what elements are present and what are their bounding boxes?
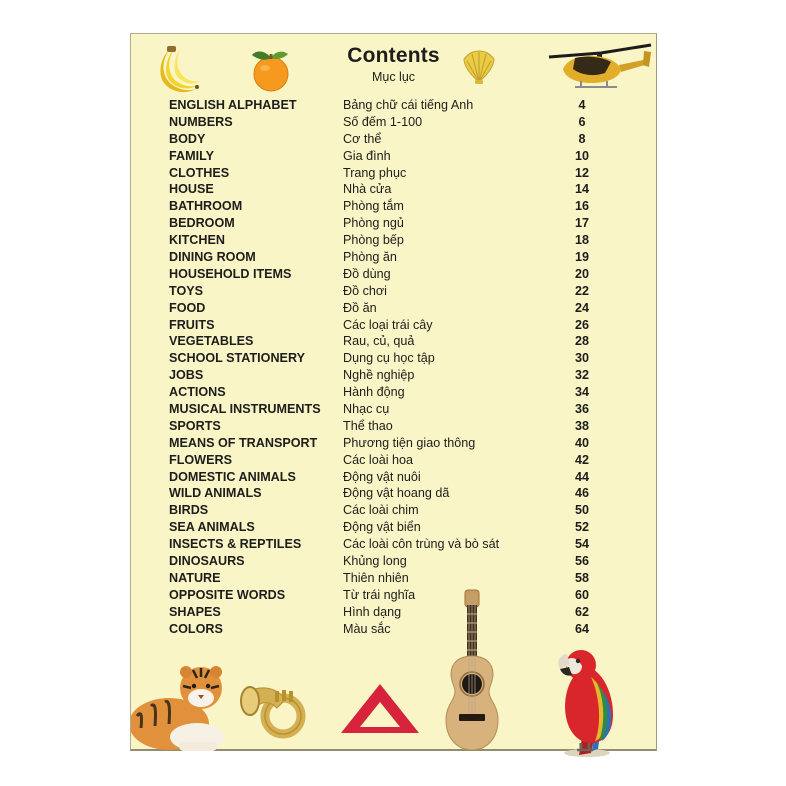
topic-vietnamese-label: Nghề nghiệp xyxy=(343,368,415,383)
topic-vietnamese-label: Dụng cụ học tập xyxy=(343,351,435,366)
topic-vietnamese-label: Phòng ăn xyxy=(343,250,397,265)
table-row xyxy=(131,215,656,232)
topic-page-number: 18 xyxy=(574,233,589,248)
topic-english-label: BIRDS xyxy=(169,503,209,518)
table-row xyxy=(131,266,656,283)
table-row xyxy=(131,148,656,165)
topic-vietnamese-label: Nhạc cụ xyxy=(343,402,390,417)
page-subtitle: Mục lục xyxy=(371,70,416,84)
topic-page-number: 32 xyxy=(574,368,589,383)
table-row xyxy=(131,114,656,131)
topic-vietnamese-label: Phòng ngủ xyxy=(343,216,404,231)
topic-vietnamese-label: Động vật biển xyxy=(343,520,421,535)
table-row xyxy=(131,165,656,182)
topic-vietnamese-label: Động vật nuôi xyxy=(343,469,421,484)
page-title: Contents xyxy=(347,44,440,67)
topic-page-number: 16 xyxy=(574,199,589,214)
topic-vietnamese-label: Phòng tắm xyxy=(343,199,404,214)
table-row xyxy=(131,300,656,317)
topic-vietnamese-label: Cơ thể xyxy=(343,131,382,146)
topic-english-label: MUSICAL INSTRUMENTS xyxy=(169,402,321,417)
tiger-image xyxy=(131,640,236,755)
topic-english-label: DOMESTIC ANIMALS xyxy=(169,469,296,484)
topic-page-number: 52 xyxy=(574,520,589,535)
topic-page-number: 54 xyxy=(574,537,589,552)
parrot-image xyxy=(551,643,639,758)
topic-page-number: 30 xyxy=(574,351,589,366)
topic-english-label: BODY xyxy=(169,131,206,146)
contents-page xyxy=(130,33,657,751)
table-row xyxy=(131,198,656,215)
topic-vietnamese-label: Đồ chơi xyxy=(343,283,387,298)
topic-english-label: HOUSEHOLD ITEMS xyxy=(169,266,292,281)
topic-vietnamese-label: Đồ dùng xyxy=(343,266,391,281)
topic-english-label: BATHROOM xyxy=(169,199,243,214)
table-row xyxy=(131,283,656,300)
topic-english-label: DINING ROOM xyxy=(169,250,256,265)
topic-vietnamese-label: Từ trái nghĩa xyxy=(343,587,416,602)
topic-english-label: KITCHEN xyxy=(169,233,225,248)
table-row xyxy=(131,350,656,367)
topic-vietnamese-label: Phương tiện giao thông xyxy=(343,435,476,450)
topic-english-label: VEGETABLES xyxy=(169,334,254,349)
topic-page-number: 34 xyxy=(574,385,589,400)
topic-page-number: 6 xyxy=(578,114,586,129)
tuba-image xyxy=(239,676,314,741)
table-row xyxy=(131,604,656,621)
topic-english-label: TOYS xyxy=(169,283,204,298)
table-row xyxy=(131,249,656,266)
table-row xyxy=(131,587,656,604)
seashell-image xyxy=(459,49,499,85)
topic-vietnamese-label: Thiên nhiên xyxy=(343,570,409,585)
table-row xyxy=(131,181,656,198)
topic-english-label: FLOWERS xyxy=(169,452,232,467)
table-row xyxy=(131,519,656,536)
table-row xyxy=(131,502,656,519)
table-row xyxy=(131,418,656,435)
table-row xyxy=(131,469,656,486)
helicopter-image xyxy=(545,43,655,95)
topic-page-number: 10 xyxy=(574,148,589,163)
topic-page-number: 62 xyxy=(574,604,589,619)
topic-english-label: INSECTS & REPTILES xyxy=(169,537,302,552)
topic-page-number: 26 xyxy=(574,317,589,332)
table-row xyxy=(131,570,656,587)
topic-english-label: FRUITS xyxy=(169,317,215,332)
table-row xyxy=(131,317,656,334)
topic-vietnamese-label: Các loài chim xyxy=(343,503,419,518)
topic-vietnamese-label: Phòng bếp xyxy=(343,233,404,248)
topic-page-number: 58 xyxy=(574,570,589,585)
topic-page-number: 20 xyxy=(574,266,589,281)
bananas-image xyxy=(155,45,203,95)
topic-english-label: ENGLISH ALPHABET xyxy=(169,98,297,112)
topic-vietnamese-label: Gia đình xyxy=(343,148,391,163)
topic-english-label: JOBS xyxy=(169,368,204,383)
topic-page-number: 17 xyxy=(574,216,589,231)
table-row xyxy=(131,485,656,502)
table-row xyxy=(131,452,656,469)
topic-english-label: SPORTS xyxy=(169,418,221,433)
topic-page-number: 50 xyxy=(574,503,589,518)
topic-vietnamese-label: Bảng chữ cái tiếng Anh xyxy=(343,98,474,112)
topic-page-number: 22 xyxy=(574,283,589,298)
topic-page-number: 64 xyxy=(574,621,589,636)
topic-vietnamese-label: Khủng long xyxy=(343,554,407,569)
topic-english-label: SCHOOL STATIONERY xyxy=(169,351,305,366)
topic-vietnamese-label: Màu sắc xyxy=(343,621,391,636)
topic-english-label: MEANS OF TRANSPORT xyxy=(169,435,318,450)
topic-english-label: NUMBERS xyxy=(169,114,233,129)
topic-english-label: ACTIONS xyxy=(169,385,226,400)
topic-vietnamese-label: Trang phục xyxy=(343,165,407,180)
table-row xyxy=(131,621,656,638)
topic-vietnamese-label: Động vật hoang dã xyxy=(343,486,450,501)
topic-page-number: 60 xyxy=(574,587,589,602)
orange-image xyxy=(249,48,293,92)
topic-page-number: 44 xyxy=(574,469,589,484)
table-row xyxy=(131,333,656,350)
topic-vietnamese-label: Các loài côn trùng và bò sát xyxy=(343,537,500,552)
topic-page-number: 36 xyxy=(574,402,589,417)
topic-page-number: 12 xyxy=(574,165,589,180)
topic-english-label: CLOTHES xyxy=(169,165,230,180)
topic-vietnamese-label: Các loại trái cây xyxy=(343,317,433,332)
topic-english-label: OPPOSITE WORDS xyxy=(169,587,286,602)
topic-vietnamese-label: Các loài hoa xyxy=(343,452,414,467)
table-row xyxy=(131,367,656,384)
topic-english-label: COLORS xyxy=(169,621,223,636)
table-row xyxy=(131,232,656,249)
table-row xyxy=(131,401,656,418)
topic-vietnamese-label: Rau, củ, quả xyxy=(343,334,415,349)
topic-vietnamese-label: Nhà cửa xyxy=(343,182,392,197)
topic-page-number: 4 xyxy=(578,98,586,112)
topic-english-label: WILD ANIMALS xyxy=(169,486,262,501)
guitar-image xyxy=(443,588,501,753)
topic-english-label: FOOD xyxy=(169,300,206,315)
topic-english-label: SHAPES xyxy=(169,604,221,619)
topic-english-label: DINOSAURS xyxy=(169,554,245,569)
topic-page-number: 40 xyxy=(574,435,589,450)
table-row xyxy=(131,553,656,570)
triangle-ruler-image xyxy=(339,681,421,737)
topic-page-number: 38 xyxy=(574,418,589,433)
topic-page-number: 24 xyxy=(574,300,589,315)
topic-english-label: NATURE xyxy=(169,570,221,585)
topic-vietnamese-label: Hành động xyxy=(343,385,405,400)
topic-vietnamese-label: Đồ ăn xyxy=(343,300,377,315)
topic-english-label: BEDROOM xyxy=(169,216,235,231)
topic-english-label: SEA ANIMALS xyxy=(169,520,255,535)
topic-vietnamese-label: Hình dạng xyxy=(343,604,402,619)
topic-page-number: 42 xyxy=(574,452,589,467)
table-row xyxy=(131,536,656,553)
topic-english-label: FAMILY xyxy=(169,148,215,163)
topic-page-number: 19 xyxy=(574,250,589,265)
table-of-contents xyxy=(131,97,656,638)
topic-page-number: 14 xyxy=(574,182,589,197)
topic-page-number: 46 xyxy=(574,486,589,501)
topic-page-number: 56 xyxy=(574,554,589,569)
topic-page-number: 28 xyxy=(574,334,589,349)
table-row xyxy=(131,131,656,148)
table-row xyxy=(131,384,656,401)
table-row xyxy=(131,97,656,114)
topic-page-number: 8 xyxy=(578,131,586,146)
topic-english-label: HOUSE xyxy=(169,182,214,197)
topic-vietnamese-label: Thể thao xyxy=(343,418,393,433)
topic-vietnamese-label: Số đếm 1-100 xyxy=(343,114,423,129)
table-row xyxy=(131,435,656,452)
